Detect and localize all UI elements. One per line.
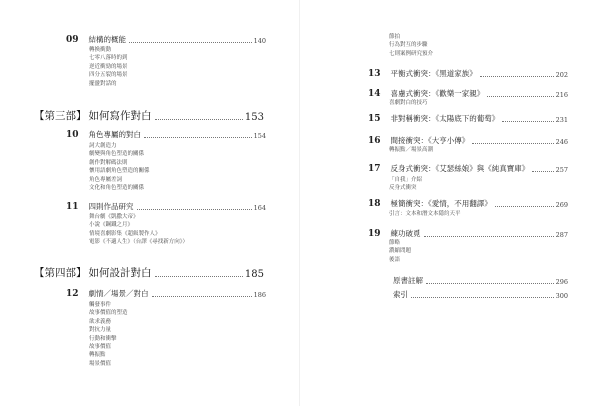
subsection: 角色專屬差詞 bbox=[89, 176, 123, 183]
part-title: 如何設計對白 bbox=[88, 267, 152, 279]
subsection: 文化和角色塑造的關係 bbox=[89, 184, 145, 191]
subsection: 轉換衝動 bbox=[89, 47, 112, 53]
leader-dots bbox=[411, 296, 554, 298]
page-number: 216 bbox=[555, 91, 568, 99]
subsection: 故事價值 bbox=[89, 343, 112, 350]
chapter-number: 09 bbox=[66, 35, 79, 45]
subsection: 對抗力量 bbox=[89, 327, 112, 334]
subsection: 創作對解碼法則 bbox=[89, 159, 128, 166]
toc-entry-chapter-16[interactable] bbox=[368, 135, 568, 146]
page-number: 164 bbox=[253, 204, 266, 212]
page-number: 185 bbox=[244, 269, 264, 280]
chapter-title: 角色專屬的對白 bbox=[88, 130, 142, 139]
subsection: 劇變與角色塑造的關係 bbox=[89, 151, 145, 158]
leader-dots bbox=[152, 295, 252, 297]
leader-dots bbox=[487, 95, 553, 97]
toc-entry-chapter-13[interactable] bbox=[368, 68, 568, 79]
toc-entry-chapter-19[interactable] bbox=[368, 228, 568, 239]
page-number: 257 bbox=[555, 166, 568, 174]
toc-entry-chapter-18[interactable] bbox=[368, 198, 568, 209]
subsection: 擺盪對話的 bbox=[89, 80, 117, 87]
page-number: 202 bbox=[555, 71, 568, 79]
subsection: 七零八落時的到 bbox=[89, 55, 128, 62]
page-number: 186 bbox=[253, 291, 266, 299]
toc-part-3[interactable] bbox=[34, 108, 264, 123]
leader-dots bbox=[155, 275, 243, 277]
leader-dots bbox=[502, 120, 553, 122]
chapter-number: 17 bbox=[368, 164, 381, 174]
chapter-number: 16 bbox=[368, 136, 381, 146]
subsection: 場景價值 bbox=[89, 360, 112, 367]
subsection: 引言：文本和潛文本隱約天平 bbox=[389, 211, 461, 217]
chapter-title: 練功破覓 bbox=[390, 229, 421, 238]
chapter-number: 14 bbox=[368, 89, 381, 99]
subsection: 節略 bbox=[389, 240, 401, 246]
subsection: 濃縮問題 bbox=[389, 248, 412, 255]
toc-entry-notes[interactable] bbox=[393, 275, 568, 286]
leader-dots bbox=[137, 208, 252, 210]
toc-entry-index[interactable] bbox=[393, 289, 568, 300]
page-number: 269 bbox=[555, 201, 568, 209]
chapter-12-subsections bbox=[89, 301, 128, 368]
subsection: 故事價值的塑造 bbox=[89, 310, 128, 317]
chapter-09-subsections bbox=[89, 46, 128, 88]
page-number: 153 bbox=[244, 112, 264, 123]
chapter-number: 19 bbox=[368, 229, 381, 239]
subsection: 欲求義務 bbox=[89, 318, 112, 325]
subsection: 後語 bbox=[389, 256, 401, 263]
toc-entry-chapter-15[interactable] bbox=[368, 113, 568, 124]
chapter-14-subsections bbox=[389, 99, 428, 107]
chapter-19-subsections bbox=[389, 239, 411, 264]
toc-entry-chapter-14[interactable] bbox=[368, 88, 568, 99]
page-number: 296 bbox=[555, 278, 568, 286]
chapter-title: 平衡式衝突：《黑道家族》 bbox=[390, 69, 477, 78]
subsection: 四分五裂的場景 bbox=[89, 72, 128, 79]
subsection: 詞大創造力 bbox=[89, 143, 117, 149]
part-title: 如何寫作對白 bbox=[88, 110, 152, 122]
leader-dots bbox=[424, 235, 554, 237]
notes-title: 原書註解 bbox=[393, 276, 423, 285]
page-number: 246 bbox=[555, 138, 568, 146]
subsection: 節拍 bbox=[389, 34, 401, 40]
subsection: 行動和衝擊 bbox=[89, 335, 117, 342]
leader-dots bbox=[144, 136, 252, 138]
chapter-16-subsections bbox=[389, 146, 433, 154]
leader-dots bbox=[155, 118, 243, 120]
chapter-12-continued-subsections bbox=[389, 33, 433, 58]
page-number: 140 bbox=[253, 37, 266, 45]
subsection: 喜劇對白的技巧 bbox=[389, 100, 428, 106]
toc-entry-chapter-10[interactable] bbox=[66, 129, 266, 140]
index-title: 索引 bbox=[393, 290, 408, 299]
chapter-title: 極簡衝突：《愛情，不用翻譯》 bbox=[390, 199, 492, 208]
chapter-17-subsections bbox=[389, 176, 422, 193]
chapter-title: 結構的概能 bbox=[88, 35, 127, 44]
subsection: 轉振點 bbox=[89, 352, 106, 359]
chapter-number: 18 bbox=[368, 199, 381, 209]
leader-dots bbox=[129, 41, 252, 43]
subsection: 小說《鋼鐵之月》 bbox=[89, 222, 134, 229]
leader-dots bbox=[480, 75, 554, 77]
chapter-title: 劇情／場景／對白 bbox=[88, 289, 149, 298]
chapter-title: 反身式衝突：《艾瑟絲娘》與《純真寶庫》 bbox=[390, 164, 530, 173]
leader-dots bbox=[472, 142, 553, 144]
part-label: 【第三部】 bbox=[34, 110, 87, 122]
chapter-number: 12 bbox=[66, 289, 79, 299]
subsection: 七則案例研究預介 bbox=[389, 50, 434, 57]
chapter-title: 非對稱衝突：《太陽底下的葡萄》 bbox=[390, 114, 500, 123]
chapter-title: 喜慮式衝突：《歡樂一家親》 bbox=[390, 89, 485, 98]
subsection: 情境喜劇影集《超級製作人》 bbox=[89, 230, 161, 237]
chapter-title: 四則作品研究 bbox=[88, 202, 134, 211]
page-number: 154 bbox=[253, 132, 266, 140]
chapter-18-subsections bbox=[389, 210, 461, 218]
chapter-number: 11 bbox=[66, 202, 79, 212]
toc-entry-chapter-09[interactable] bbox=[66, 34, 266, 45]
toc-part-4[interactable] bbox=[34, 265, 264, 280]
toc-entry-chapter-11[interactable] bbox=[66, 201, 266, 212]
subsection: 「自我」介紹 bbox=[389, 177, 423, 183]
leader-dots bbox=[495, 205, 554, 207]
subsection: 逆近衝勁的場景 bbox=[89, 63, 128, 70]
chapter-number: 10 bbox=[66, 130, 79, 140]
part-label: 【第四部】 bbox=[34, 267, 87, 279]
subsection: 電影《不適人生》（台譯《尋找新方向》） bbox=[89, 239, 189, 246]
chapter-11-subsections bbox=[89, 213, 188, 247]
leader-dots bbox=[532, 170, 553, 172]
subsection: 觸發事件 bbox=[89, 302, 112, 308]
subsection: 轉振點／場景高潮 bbox=[389, 147, 434, 153]
chapter-title: 間接衝突：《大亨小傳》 bbox=[390, 136, 470, 145]
toc-entry-chapter-12[interactable] bbox=[66, 288, 266, 299]
toc-entry-chapter-17[interactable] bbox=[368, 163, 568, 174]
subsection: 行為對互的步驟 bbox=[389, 42, 428, 49]
chapter-10-subsections bbox=[89, 142, 150, 192]
chapter-number: 15 bbox=[368, 114, 381, 124]
page-number: 231 bbox=[555, 116, 568, 124]
subsection: 反身式衝突 bbox=[389, 185, 417, 192]
page-number: 287 bbox=[555, 231, 568, 239]
leader-dots bbox=[426, 282, 554, 284]
subsection: 懷用語劇角色塑造的關係 bbox=[89, 168, 150, 175]
chapter-number: 13 bbox=[368, 69, 381, 79]
subsection: 舞台劇《凱撒大帝》 bbox=[89, 214, 139, 220]
page-number: 300 bbox=[555, 292, 568, 300]
right-page bbox=[300, 0, 600, 406]
